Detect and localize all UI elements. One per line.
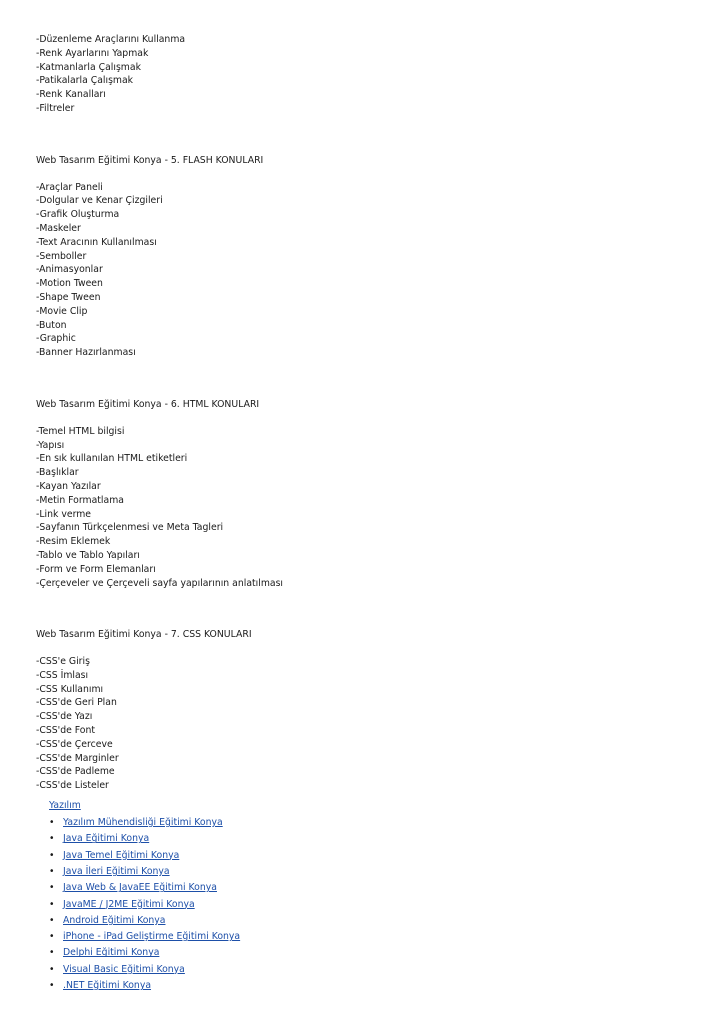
document-page [36,33,696,994]
list-item: -CSS'de Marginler [36,752,119,764]
list-item [49,831,696,847]
section-css [36,628,696,793]
bullet-icon: • [49,963,55,975]
link-java-ileri[interactable]: Java İleri Eğitimi Konya [63,865,170,877]
link-iphone-ipad[interactable]: iPhone - iPad Geliştirme Eğitimi Konya [63,931,241,943]
list-item: -CSS'de Font [36,725,96,737]
bullet-icon: • [49,882,55,894]
list-item: -CSS'de Çerceve [36,738,113,750]
list-item: -Graphic [36,333,76,345]
list-item: -Yapısı [36,439,65,451]
list-item: -Patikalarla Çalışmak [36,75,134,87]
list-item: -Sayfanın Türkçelenmesi ve Meta Tagleri [36,522,224,534]
list-item: -Animasyonlar [36,264,103,276]
bullet-icon: • [49,865,55,877]
list-item: -Maskeler [36,222,81,234]
list-item: -Renk Kanalları [36,89,106,101]
list-item: -CSS'de Listeler [36,780,109,792]
link-visual-basic[interactable]: Visual Basic Eğitimi Konya [63,963,185,975]
software-title-link[interactable]: Yazılım [49,800,81,812]
list-item: -CSS'de Yazı [36,711,93,723]
list-item [49,945,696,961]
list-item [49,978,696,994]
software-section [36,793,696,994]
section-flash [36,154,696,360]
list-item: -Movie Clip [36,305,88,317]
section-heading: Web Tasarım Eğitimi Konya - 6. HTML KONULARI [36,398,260,410]
list-item: -CSS Kullanımı [36,683,104,695]
bullet-icon: • [49,849,55,861]
list-item: -Form ve Form Elemanları [36,563,156,575]
list-item: -Motion Tween [36,278,103,290]
list-item: -Temel HTML bilgisi [36,425,125,437]
section-heading: Web Tasarım Eğitimi Konya - 5. FLASH KONULARI [36,154,264,166]
software-link-list [36,815,696,994]
bullet-icon: • [49,817,55,829]
list-item [49,880,696,896]
section-html [36,398,696,590]
list-item [49,929,696,945]
list-item: -Metin Formatlama [36,494,124,506]
list-item: -Renk Ayarlarını Yapmak [36,47,149,59]
list-item [49,848,696,864]
bullet-icon: • [49,833,55,845]
bullet-icon: • [49,914,55,926]
list-item: -Başlıklar [36,467,79,479]
link-java-web[interactable]: Java Web & JavaEE Eğitimi Konya [63,882,217,894]
link-java-temel[interactable]: Java Temel Eğitimi Konya [63,849,180,861]
link-javame[interactable]: JavaME / J2ME Eğitimi Konya [63,898,195,910]
link-delphi[interactable]: Delphi Eğitimi Konya [63,947,160,959]
link-java[interactable]: Java Eğitimi Konya [63,833,150,845]
list-item: -Banner Hazırlanması [36,347,136,359]
list-item: -CSS'e Giriş [36,656,90,668]
list-item: -Dolgular ve Kenar Çizgileri [36,195,163,207]
list-item: -Grafik Oluşturma [36,209,120,221]
list-item [49,815,696,831]
list-item: -Buton [36,319,67,331]
list-item: -Resim Eklemek [36,536,111,548]
list-item: -Shape Tween [36,291,101,303]
link-dotnet[interactable]: .NET Eğitimi Konya [63,980,152,992]
intro-list [36,33,696,116]
list-item [49,962,696,978]
bullet-icon: • [49,947,55,959]
list-item: -Kayan Yazılar [36,480,101,492]
list-item: -Araçlar Paneli [36,181,103,193]
list-item [49,897,696,913]
list-item: -Filtreler [36,102,75,114]
list-item: -Düzenleme Araçlarını Kullanma [36,34,186,45]
list-item: -Katmanlarla Çalışmak [36,61,141,73]
list-item [49,913,696,929]
list-item: -CSS'de Geri Plan [36,697,117,709]
list-item: -Link verme [36,508,92,520]
bullet-icon: • [49,898,55,910]
link-yazilim-muhendisligi[interactable]: Yazılım Mühendisliği Eğitimi Konya [63,817,223,829]
section-heading: Web Tasarım Eğitimi Konya - 7. CSS KONULARI [36,629,252,641]
list-item: -Tablo ve Tablo Yapıları [36,549,140,561]
list-item: -En sık kullanılan HTML etiketleri [36,453,188,465]
link-android[interactable]: Android Eğitimi Konya [63,914,166,926]
bullet-icon: • [49,931,55,943]
list-item: -Semboller [36,250,87,262]
list-item: -Text Aracının Kullanılması [36,236,157,248]
list-item: -CSS'de Padleme [36,766,115,778]
list-item [49,864,696,880]
list-item: -Çerçeveler ve Çerçeveli sayfa yapılarının anlatılması [36,577,284,589]
bullet-icon: • [49,980,55,992]
list-item: -CSS İmlası [36,669,89,681]
